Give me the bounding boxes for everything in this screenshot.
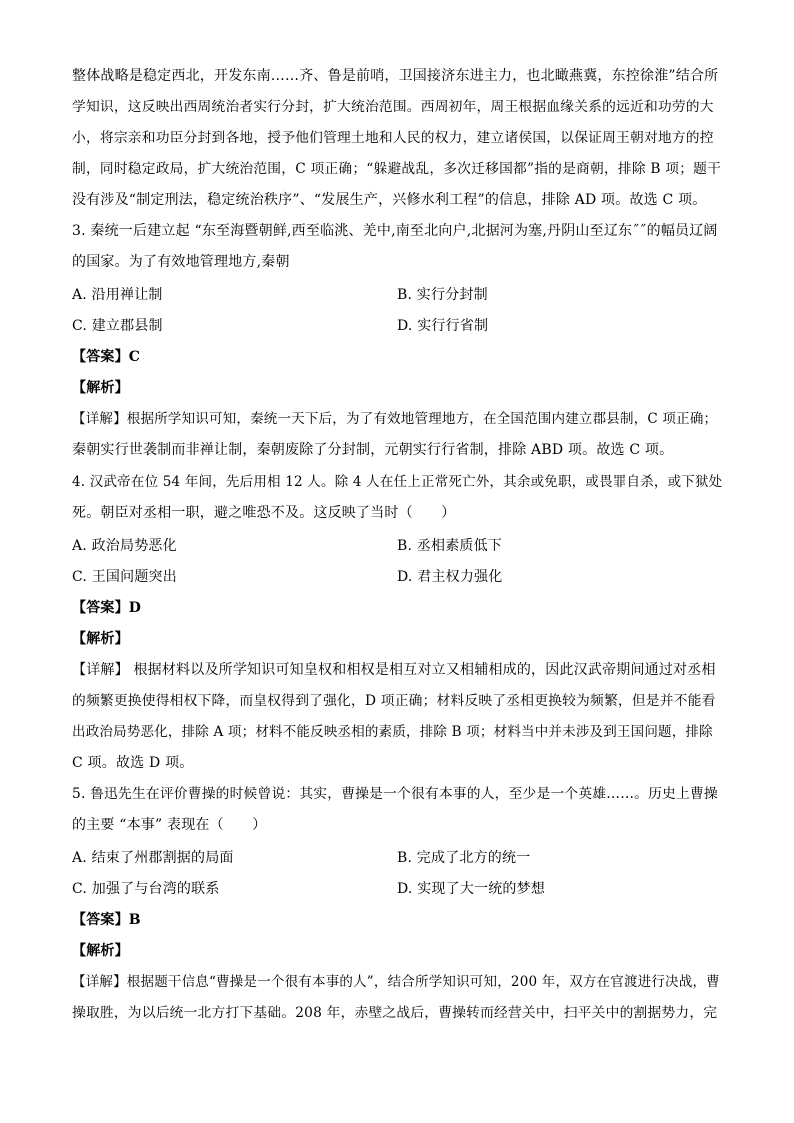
analysis-label: 【解析】 [72,631,129,647]
text-line: 没有涉及“制定刑法，稳定统治秩序”、“发展生产，兴修水利工程”的信息，排除 AD 项。故选 C 项。 [72,192,707,208]
question-stem: 死。朝臣对丞相一职，避之唯恐不及。这反映了当时（ ） [72,505,456,521]
option-a: A. 政治局势恶化 [72,538,177,554]
option-b: B. 丞相素质低下 [397,538,502,554]
answer-label: 【答案】D [72,600,142,616]
option-a: A. 结束了州郡割据的局面 [72,850,234,866]
option-d: D. 实现了大一统的梦想 [397,881,546,897]
detail-text: 【详解】根据题干信息“曹操是一个很有本事的人”，结合所学知识可知，200 年，双方在官渡进行决战，曹 [72,974,720,990]
text-line: 学知识，这反映出西周统治者实行分封，扩大统治范围。西周初年，周王根据血缘关系的远近和功劳的大 [72,99,714,115]
analysis-label: 【解析】 [72,943,129,959]
detail-text: 操取胜，为以后统一北方打下基础。208 年，赤壁之战后，曹操转而经营关中，扫平关中的割据势力，完 [72,1005,718,1021]
question-stem: 的主要 “本事” 表现在（ ） [72,817,267,833]
answer-label: 【答案】C [72,349,141,365]
text-line: 整体战略是稳定西北，开发东南……齐、鲁是前哨，卫国接济东进主力，也北瞰燕冀，东控徐淮”结合所 [72,68,719,84]
detail-text: 出政治局势恶化，排除 A 项；材料不能反映丞相的素质，排除 B 项；材料当中并未涉及到王国问题，排除 [72,724,713,740]
detail-text: C 项。故选 D 项。 [72,755,194,771]
option-d: D. 实行行省制 [397,318,489,334]
option-a: A. 沿用禅让制 [72,287,163,303]
text-line: 制，同时稳定政局，扩大统治范围，C 项正确；“躲避战乱，多次迁移国都”指的是商朝，排除 B 项；题干 [72,161,722,177]
option-c: C. 建立郡县制 [72,318,163,334]
detail-text: 的频繁更换使得相权下降，而皇权得到了强化，D 项正确；材料反映了丞相更换较为频繁，但是并不能看 [72,693,716,709]
detail-text: 【详解】根据所学知识可知，秦统一天下后，为了有效地管理地方，在全国范围内建立郡县制，C 项正确； [72,411,718,427]
option-c: C. 加强了与台湾的联系 [72,881,220,897]
text-line: 小，将宗亲和功臣分封到各地，授予他们管理土地和人民的权力，建立诸侯国，以保证周王朝对地方的控 [72,130,714,146]
question-stem: 4. 汉武帝在位 54 年间，先后用相 12 人。除 4 人在任上正常死亡外，其余或免职，或畏罪自杀，或下狱处 [72,474,723,490]
analysis-label: 【解析】 [72,380,129,396]
answer-label: 【答案】B [72,912,141,928]
option-c: C. 王国问题突出 [72,569,177,585]
detail-text: 秦朝实行世袭制而非禅让制，秦朝废除了分封制，元朝实行行省制，排除 ABD 项。故选 C 项。 [72,442,674,458]
detail-text: 【详解】 根据材料以及所学知识可知皇权和相权是相互对立又相辅相成的，因此汉武帝期间通过对丞相 [72,662,716,678]
question-stem: 3. 秦统一后建立起 “东至海暨朝鲜,西至临洮、羌中,南至北向户,北据河为塞,丹阴山至辽东˝˝的幅员辽阔 [72,223,718,239]
question-stem: 5. 鲁迅先生在评价曹操的时候曾说：其实，曹操是一个很有本事的人，至少是一个英雄……。历史上曹操 [72,786,718,802]
option-b: B. 完成了北方的统一 [397,850,531,866]
option-d: D. 君主权力强化 [397,569,503,585]
option-b: B. 实行分封制 [397,287,488,303]
question-stem: 的国家。为了有效地管理地方,秦朝 [72,254,290,270]
